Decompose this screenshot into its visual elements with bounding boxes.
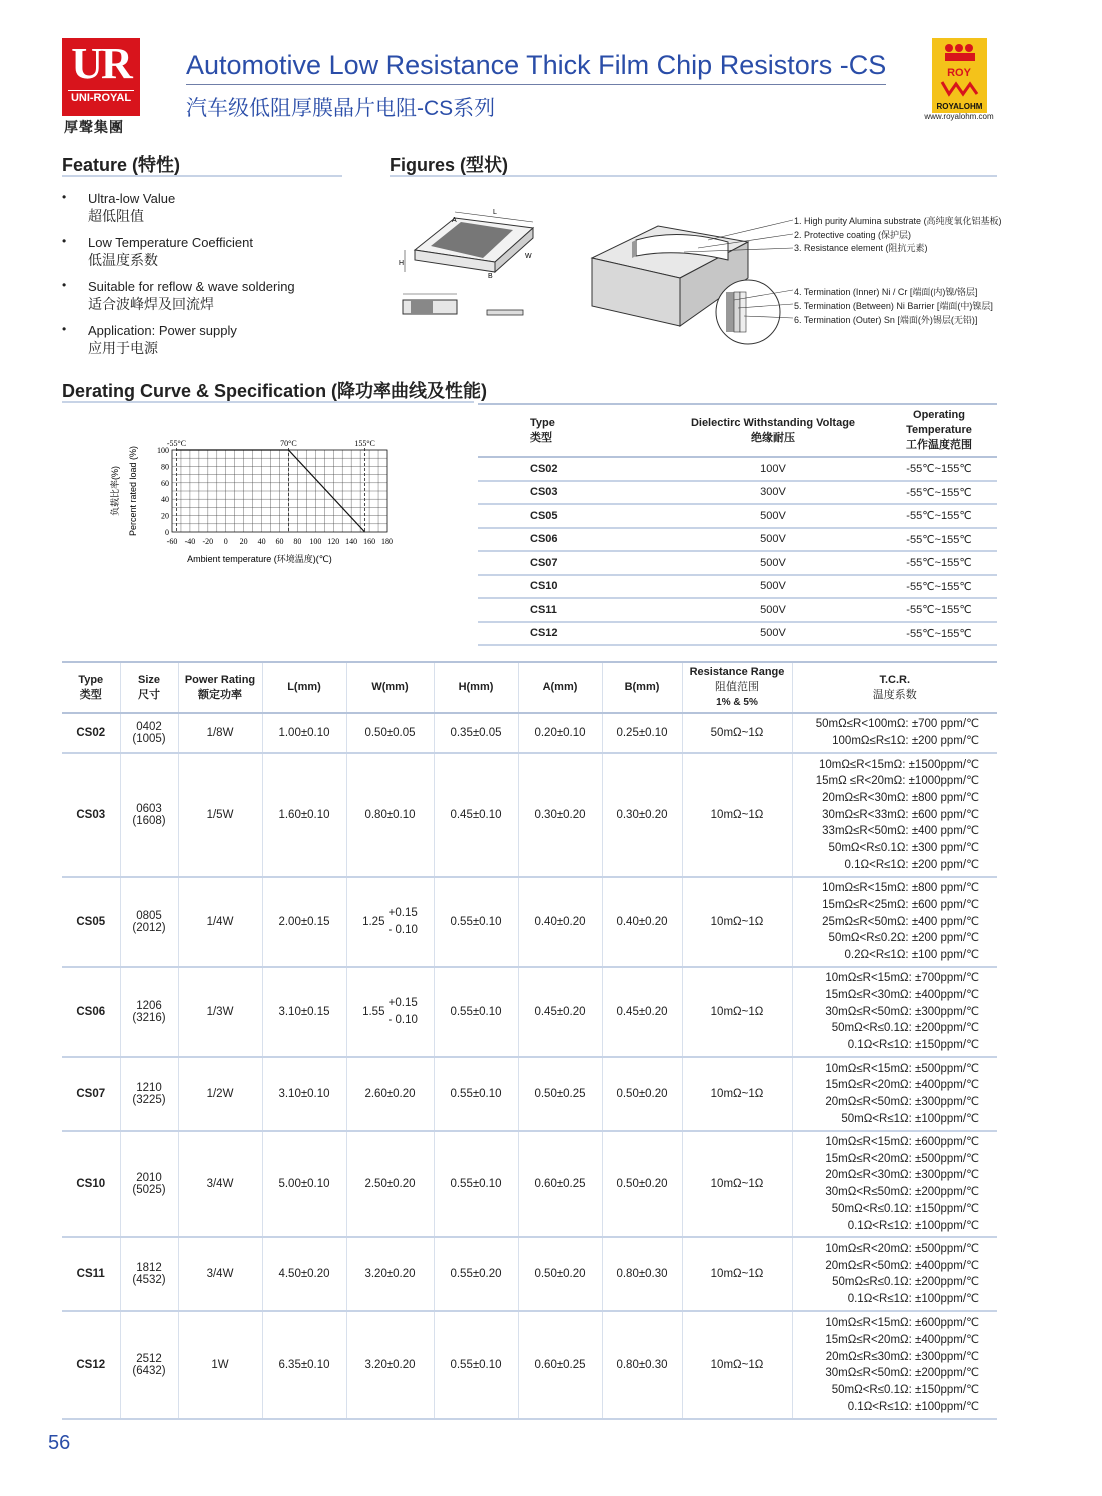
table-row (62, 1311, 997, 1419)
page-number: 56 (48, 1432, 71, 1454)
spec-w: 2.50±0.20 (364, 1178, 416, 1191)
tcr-line: 20mΩ≤R<30mΩ: ±300ppm/℃ (825, 1169, 979, 1182)
table-header-row (478, 404, 997, 457)
col-header-type: Type 类型 (478, 404, 665, 457)
spec-size: 0603 (136, 803, 162, 815)
roy-logo-text: ROY (947, 67, 971, 79)
figures-heading: Figures (型状) (390, 155, 509, 175)
feature-en: Suitable for reflow & wave soldering (88, 279, 295, 294)
spec-b: 0.25±0.10 (616, 727, 668, 739)
spec-h: 0.55±0.10 (450, 916, 502, 928)
table-row: CS07 500V -55℃~155℃ (478, 551, 997, 575)
spec-h: 0.55±0.10 (450, 1088, 502, 1100)
derating-heading: Derating Curve & Specification (降功率曲线及性能) (62, 381, 488, 401)
tcr-line: 0.1Ω<R≤1Ω: ±100ppm/℃ (847, 1292, 979, 1305)
tcr-line: 100mΩ≤R≤1Ω: ±200 ppm/℃ (832, 735, 979, 747)
spec-a: 0.50±0.20 (534, 1268, 586, 1281)
spec-range: 10mΩ~1Ω (710, 1006, 764, 1018)
spec-h: 0.35±0.05 (450, 727, 502, 739)
structure-label: 5. Termination (Between) Ni Barrier [端面(中)镍层] (794, 301, 993, 311)
y-tick-label: 80 (161, 462, 169, 472)
spec-power: 1/4W (206, 916, 234, 928)
title-divider (186, 84, 886, 85)
spec-size-metric: (1608) (132, 815, 166, 827)
tcr-line: 50mΩ≤R≤0.1Ω: ±200ppm/℃ (832, 1276, 979, 1289)
tcr-line: 50mΩ<R≤1Ω: ±100ppm/℃ (841, 1112, 979, 1125)
spec-a: 0.30±0.20 (534, 809, 586, 821)
annotation-label: -55°C (166, 439, 187, 448)
spec-power: 1/8W (206, 727, 234, 739)
spec-size-metric: (5025) (132, 1184, 166, 1197)
spec-a: 0.50±0.25 (534, 1088, 586, 1100)
spec-l: 6.35±0.10 (278, 1359, 330, 1372)
spec-l: 3.10±0.10 (278, 1088, 330, 1100)
spec-range: 10mΩ~1Ω (710, 1268, 764, 1281)
uni-royal-logo (62, 38, 140, 116)
royalohm-logo (932, 38, 987, 113)
spec-size-metric: (2012) (132, 922, 166, 934)
spec-power: 1W (211, 1359, 229, 1372)
spec-size-metric: (1005) (132, 733, 166, 745)
tcr-line: 20mΩ≤R<30mΩ: ±800 ppm/℃ (822, 791, 979, 804)
col-header-type: Type 类型 (62, 662, 120, 713)
spec-w: 3.20±0.20 (364, 1268, 416, 1281)
spec-b: 0.80±0.30 (616, 1268, 668, 1281)
spec-type: CS07 (76, 1088, 106, 1100)
x-tick-label: -60 (166, 537, 178, 546)
tcr-line: 50mΩ<R≤0.2Ω: ±200 ppm/℃ (828, 932, 979, 945)
tcr-line: 15mΩ≤R<20mΩ: ±400ppm/℃ (825, 1333, 979, 1346)
spec-type: CS11 (76, 1268, 105, 1281)
table-row (62, 753, 997, 877)
table-row: CS11 500V -55℃~155℃ (478, 598, 997, 622)
tcr-line: 0.1Ω<R≤1Ω: ±100ppm/℃ (847, 1400, 979, 1413)
tcr-line: 10mΩ≤R<15mΩ: ±600ppm/℃ (825, 1317, 979, 1330)
y-tick-label: 0 (165, 528, 169, 537)
spec-b: 0.50±0.20 (616, 1088, 668, 1100)
table-row (62, 1057, 997, 1131)
feature-item: • Ultra-low Value 超低阻值 (62, 190, 362, 226)
feature-item: • Application: Power supply 应用于电源 (62, 322, 362, 358)
table-header-row (62, 662, 997, 713)
spec-size: 0805 (136, 910, 162, 922)
derating-rule (62, 401, 474, 403)
col-header-power: Power Rating 额定功率 (178, 662, 262, 713)
spec-type: CS03 (76, 809, 106, 821)
tcr-line: 15mΩ≤R<25mΩ: ±600 ppm/℃ (822, 898, 979, 911)
feature-rule (62, 175, 342, 177)
x-tick-label: 120 (327, 537, 340, 546)
col-header-size: Size 尺寸 (120, 662, 178, 713)
tcr-line: 30mΩ≤R<50mΩ: ±200ppm/℃ (825, 1367, 979, 1380)
dim-label-W: W (525, 253, 532, 260)
table-row (62, 713, 997, 753)
structure-label: 2. Protective coating (保护层) (794, 230, 912, 240)
spec-l: 2.00±0.15 (278, 916, 330, 928)
table-row (62, 967, 997, 1057)
spec-range: 50mΩ~1Ω (710, 727, 764, 739)
tcr-line: 50mΩ<R≤0.1Ω: ±300 ppm/℃ (828, 842, 979, 855)
table-row (62, 877, 997, 967)
structure-label: 1. High purity Alumina substrate (高纯度氧化铝基板) (794, 216, 1002, 226)
spec-range: 10mΩ~1Ω (710, 1359, 764, 1372)
page-title-cn: 汽车级低阻厚膜晶片电阻-CS系列 (186, 97, 496, 120)
ur-logo-letters: UR (71, 39, 131, 88)
spec-a: 0.20±0.10 (534, 727, 586, 739)
tcr-line: 10mΩ≤R<15mΩ: ±600ppm/℃ (825, 1136, 979, 1148)
col-header-l: L(mm) (262, 662, 346, 713)
derating-curve-chart (100, 430, 410, 570)
col-header-h: H(mm) (434, 662, 518, 713)
royalohm-brand: ROYALOHM (936, 102, 983, 111)
table-row (62, 1131, 997, 1237)
spec-w: 2.60±0.20 (364, 1088, 416, 1100)
x-tick-label: 60 (275, 537, 284, 546)
tcr-line: 50mΩ≤R<100mΩ: ±700 ppm/℃ (815, 718, 979, 731)
spec-a: 0.60±0.25 (534, 1359, 586, 1372)
x-tick-label: 160 (363, 537, 376, 546)
dim-label-B: B (488, 273, 493, 280)
spec-range: 10mΩ~1Ω (710, 1088, 764, 1100)
ur-logo-brand: UNI-ROYAL (68, 90, 134, 105)
figures-rule (390, 175, 997, 177)
spec-power: 3/4W (206, 1178, 234, 1191)
spec-type: CS12 (76, 1359, 106, 1372)
spec-power: 1/3W (206, 1006, 234, 1018)
tcr-line: 20mΩ≤R<50mΩ: ±300ppm/℃ (825, 1096, 979, 1108)
spec-b: 0.50±0.20 (616, 1178, 668, 1191)
spec-power: 1/5W (206, 809, 234, 821)
tcr-line: 15mΩ≤R<30mΩ: ±400ppm/℃ (825, 988, 979, 1001)
table-row (62, 1237, 997, 1311)
spec-size: 1812 (136, 1262, 162, 1275)
spec-l: 1.60±0.10 (278, 809, 330, 821)
tcr-line: 10mΩ≤R<20mΩ: ±500ppm/℃ (825, 1242, 979, 1255)
col-header-voltage: Dielectirc Withstanding Voltage 绝缘耐压 (665, 404, 881, 457)
spec-w: 0.80±0.10 (364, 809, 416, 821)
feature-item: • Low Temperature Coefficient 低温度系数 (62, 234, 362, 270)
spec-l: 1.00±0.10 (278, 727, 330, 739)
x-axis-label: Ambient temperature (环境温度)(℃) (187, 554, 332, 564)
spec-h: 0.55±0.20 (450, 1268, 502, 1281)
tcr-line: 10mΩ≤R<15mΩ: ±1500ppm/℃ (818, 758, 979, 771)
tcr-line: 20mΩ≤R≤30mΩ: ±300ppm/℃ (825, 1350, 979, 1363)
col-header-temperature: Operating Temperature 工作温度范围 (881, 404, 997, 457)
x-tick-label: 20 (239, 537, 248, 546)
annotation-label: 155°C (354, 439, 375, 448)
spec-l: 5.00±0.10 (278, 1178, 330, 1191)
tcr-line: 15mΩ≤R<20mΩ: ±400ppm/℃ (825, 1079, 979, 1092)
spec-type: CS02 (76, 727, 106, 739)
tcr-line: 30mΩ≤R<33mΩ: ±600 ppm/℃ (822, 808, 979, 821)
spec-h: 0.55±0.10 (450, 1006, 502, 1018)
dim-label-L: L (493, 209, 497, 216)
spec-a: 0.40±0.20 (534, 916, 586, 928)
spec-b: 0.30±0.20 (616, 809, 668, 821)
tcr-line: 33mΩ≤R<50mΩ: ±400 ppm/℃ (822, 825, 979, 838)
feature-cn: 应用于电源 (88, 340, 158, 356)
feature-en: Ultra-low Value (88, 191, 176, 206)
col-header-tcr: T.C.R. 温度系数 (792, 662, 997, 713)
spec-b: 0.80±0.30 (616, 1359, 668, 1372)
table-row: CS03 300V -55℃~155℃ (478, 481, 997, 505)
spec-type: CS10 (76, 1178, 106, 1191)
col-header-w: W(mm) (346, 662, 434, 713)
tcr-line: 50mΩ<R≤0.1Ω: ±150ppm/℃ (831, 1202, 979, 1215)
y-tick-label: 100 (157, 446, 169, 455)
spec-w-tolerance: 1.25 +0.15 - 0.10 (362, 907, 418, 936)
dim-label-H: H (399, 260, 405, 267)
tcr-line: 50mΩ<R≤0.1Ω: ±150ppm/℃ (831, 1383, 979, 1396)
spec-h: 0.45±0.10 (450, 809, 502, 821)
y-axis-label: Percent rated load (%) (128, 445, 138, 537)
tcr-line: 0.1Ω<R≤1Ω: ±100ppm/℃ (847, 1219, 979, 1232)
crown-icon (932, 38, 987, 100)
spec-size: 2512 (136, 1353, 162, 1366)
spec-a: 0.45±0.20 (534, 1006, 586, 1018)
tcr-line: 50mΩ<R≤0.1Ω: ±200ppm/℃ (831, 1022, 979, 1035)
y-tick-label: 40 (161, 495, 169, 505)
structure-label: 6. Termination (Outer) Sn [端面(外)锡层(无铅)] (794, 315, 978, 325)
spec-w: 0.50±0.05 (364, 727, 416, 739)
spec-power: 1/2W (206, 1088, 234, 1100)
feature-cn: 适合波峰焊及回流焊 (88, 296, 214, 312)
royalohm-url: www.royalohm.com (924, 112, 994, 121)
tcr-line: 0.2Ω<R≤1Ω: ±100 ppm/℃ (844, 949, 979, 962)
feature-en: Application: Power supply (88, 323, 237, 338)
feature-heading: Feature (特性) (62, 155, 181, 175)
tcr-line: 15mΩ≤R<20mΩ: ±500ppm/℃ (825, 1152, 979, 1165)
ur-logo-chinese: 厚聲集團 (64, 119, 124, 135)
x-tick-label: -40 (184, 537, 196, 546)
dim-label-A: A (452, 217, 457, 224)
col-header-range: Resistance Range 阻值范围 1% & 5% (682, 662, 792, 713)
spec-type: CS05 (76, 916, 106, 928)
tcr-line: 15mΩ ≤R<20mΩ: ±1000ppm/℃ (815, 775, 979, 788)
x-tick-label: 80 (293, 537, 302, 546)
annotation-label: 70°C (280, 439, 297, 448)
y-axis-label-cn: 负载比率(%) (110, 466, 120, 516)
x-tick-label: 40 (257, 537, 266, 546)
table-row: CS02 100V -55℃~155℃ (478, 457, 997, 481)
table-row: CS10 500V -55℃~155℃ (478, 575, 997, 599)
page-title-en: Automotive Low Resistance Thick Film Chip Resistors -CS (186, 50, 887, 80)
spec-size: 0402 (136, 721, 162, 733)
x-tick-label: -20 (202, 537, 214, 546)
spec-size-metric: (3225) (132, 1094, 166, 1106)
spec-type: CS06 (76, 1006, 106, 1018)
spec-range: 10mΩ~1Ω (710, 809, 764, 821)
tcr-line: 10mΩ≤R<15mΩ: ±800 ppm/℃ (822, 882, 979, 895)
tcr-line: 0.1Ω<R≤1Ω: ±150ppm/℃ (847, 1039, 979, 1052)
tcr-line: 0.1Ω<R≤1Ω: ±200 ppm/℃ (844, 858, 979, 871)
spec-size-metric: (4532) (132, 1274, 166, 1287)
spec-h: 0.55±0.10 (450, 1359, 502, 1372)
table-row: CS12 500V -55℃~155℃ (478, 622, 997, 646)
tcr-line: 30mΩ≤R<50mΩ: ±300ppm/℃ (825, 1005, 979, 1018)
spec-h: 0.55±0.10 (450, 1178, 502, 1191)
spec-range: 10mΩ~1Ω (710, 916, 764, 928)
x-tick-label: 0 (223, 537, 228, 546)
spec-size: 1206 (136, 1000, 162, 1012)
spec-w-tolerance: 1.55 +0.15 - 0.10 (362, 997, 418, 1026)
spec-l: 3.10±0.15 (278, 1006, 330, 1018)
y-tick-label: 20 (161, 511, 169, 521)
x-tick-label: 180 (381, 537, 393, 546)
feature-en: Low Temperature Coefficient (88, 235, 254, 250)
spec-size: 2010 (136, 1172, 162, 1185)
spec-size-metric: (3216) (132, 1012, 166, 1024)
chip-dimension-diagram (395, 200, 540, 330)
x-tick-label: 140 (345, 537, 358, 546)
spec-w: 3.20±0.20 (364, 1359, 416, 1372)
table-row: CS06 500V -55℃~155℃ (478, 528, 997, 552)
tcr-line: 25mΩ≤R<50mΩ: ±400 ppm/℃ (822, 915, 979, 928)
spec-power: 3/4W (206, 1268, 234, 1281)
structure-label: 4. Termination (Inner) Ni / Cr [端面(内)镍/铬层] (794, 287, 978, 297)
spec-range: 10mΩ~1Ω (710, 1178, 764, 1191)
spec-l: 4.50±0.20 (278, 1268, 330, 1281)
tcr-line: 10mΩ≤R<15mΩ: ±700ppm/℃ (825, 972, 979, 985)
tcr-line: 20mΩ≤R<50mΩ: ±400ppm/℃ (825, 1259, 979, 1272)
feature-item: • Suitable for reflow & wave soldering 适合波峰焊及回流焊 (62, 278, 362, 314)
table-row: CS05 500V -55℃~155℃ (478, 504, 997, 528)
spec-b: 0.45±0.20 (616, 1006, 668, 1018)
spec-a: 0.60±0.25 (534, 1178, 586, 1191)
x-tick-label: 100 (309, 537, 322, 546)
col-header-a: A(mm) (518, 662, 602, 713)
spec-b: 0.40±0.20 (616, 916, 668, 928)
feature-cn: 低温度系数 (88, 252, 158, 268)
tcr-line: 30mΩ<R≤50mΩ: ±200ppm/℃ (825, 1186, 979, 1199)
col-header-b: B(mm) (602, 662, 682, 713)
chip-structure-diagram (588, 208, 793, 348)
derating-spec-table (478, 403, 997, 646)
spec-size-metric: (6432) (132, 1365, 166, 1378)
spec-size: 1210 (136, 1082, 162, 1094)
tcr-line: 10mΩ≤R<15mΩ: ±500ppm/℃ (825, 1062, 979, 1075)
spec-table (62, 661, 997, 1420)
structure-label: 3. Resistance element (阻抗元素) (794, 243, 928, 253)
y-tick-label: 60 (161, 478, 169, 488)
feature-cn: 超低阻值 (88, 208, 144, 224)
